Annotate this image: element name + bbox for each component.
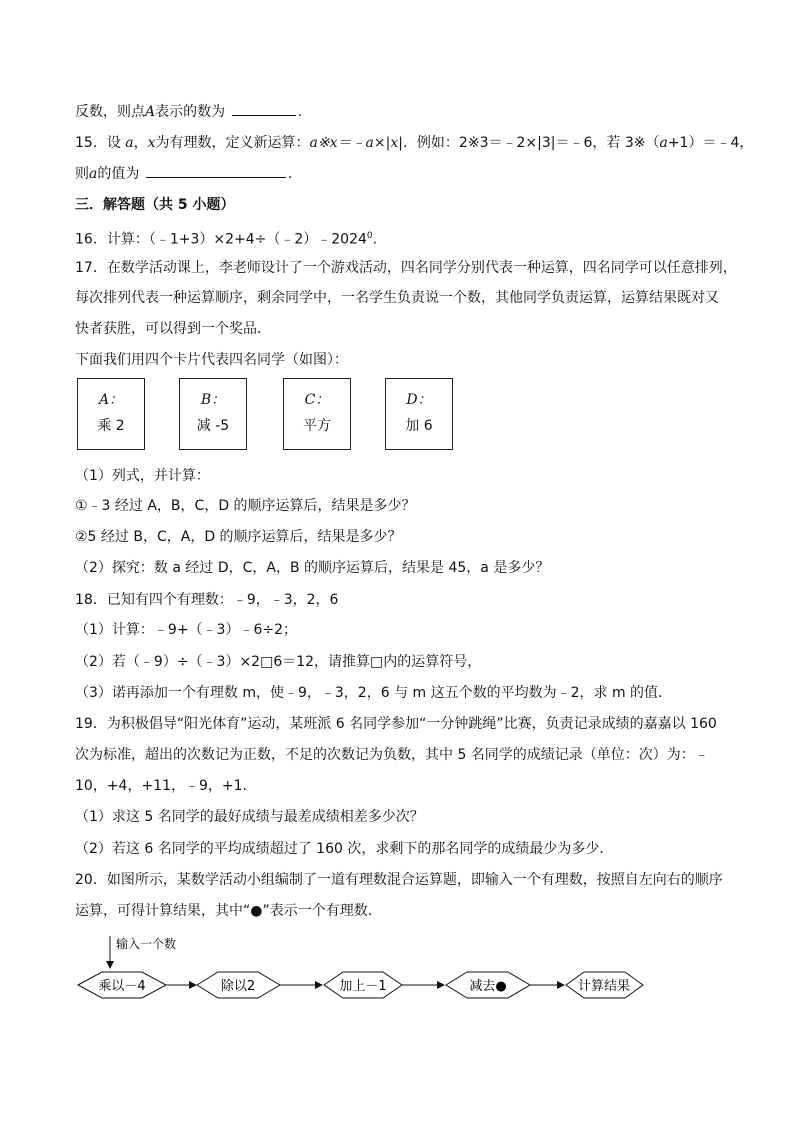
q19-part2: （2）若这 6 名同学的平均成绩超过了 160 次，求剩下的那名同学的成绩最少为多少．	[75, 841, 614, 857]
q15-def: 为有理数，定义新运算：	[155, 135, 310, 151]
q14-tail-line	[75, 101, 302, 122]
q19-line3: 10，+4，+11，﹣9，+1．	[75, 778, 257, 794]
q15-line2	[75, 163, 292, 184]
q15-num: 15．设	[75, 135, 121, 151]
q17-line3: 快者获胜，可以得到一个奖品．	[75, 321, 271, 337]
q18-part3: （3）诺再添加一个有理数 m，使﹣9，﹣3，2，6 与 m 这五个数的平均数为﹣2，求 m 的值．	[75, 685, 673, 701]
q15-var-a2: a	[659, 135, 668, 151]
card-a	[77, 378, 145, 450]
q17-part1: （1）列式，并计算：	[75, 468, 210, 484]
flow-step-1-label: 乘以－4	[98, 979, 146, 994]
card-b-label: B：	[200, 392, 226, 408]
q19-part1: （1）求这 5 名同学的最好成绩与最差成绩相差多少次？	[75, 809, 424, 825]
card-b	[179, 378, 247, 450]
q15-end: .	[287, 166, 293, 182]
q17-line2: 每次排列代表一种运算顺序，剩余同学中，一名学生负责说一个数，其他同学负责运算，运算结果既对又	[75, 290, 719, 306]
q15-then: 则	[75, 166, 89, 182]
q17-part1a: ①﹣3 经过 A，B，C，D 的顺序运算后，结果是多少？	[75, 498, 416, 514]
q15-line1	[75, 133, 753, 153]
q19-line1: 19．为积极倡导“阳光体育”运动，某班派 6 名同学参加“一分钟跳绳”比赛，负责记录成绩的嘉嘉以 160	[75, 716, 717, 732]
card-a-label: A：	[98, 392, 124, 408]
card-b-op: 减 -5	[196, 418, 230, 434]
card-c-op: 平方	[303, 418, 331, 434]
card-d-label: D：	[406, 392, 432, 408]
card-c	[283, 378, 351, 450]
q17-part2: （2）探究：数 a 经过 D，C，A，B 的顺序运算后，结果是 45，a 是多少？	[75, 560, 550, 576]
flow-input-label: 输入一个数	[116, 937, 177, 951]
q16-end: .	[372, 231, 378, 248]
q20-flowchart	[0, 930, 794, 1010]
card-d-op: 加 6	[405, 418, 433, 434]
q15-var-x: x	[147, 135, 156, 151]
q16-sup: 0	[366, 231, 373, 241]
section-3-heading: 三．解答题（共 5 小题）	[75, 197, 235, 213]
q15-example: ．例如：2※3＝﹣2×|3|＝﹣6，若 3※（	[402, 135, 660, 151]
q18-part2: （2）若（﹣9）÷（﹣3）×2□6＝12，请推算□内的运算符号，	[75, 654, 482, 670]
q15-comma: ，	[133, 135, 148, 151]
q14-var: A	[145, 104, 156, 120]
q14-text: 反数，则点	[75, 104, 145, 120]
q14-answer-blank[interactable]	[232, 101, 296, 116]
flow-result-label: 计算结果	[577, 979, 631, 994]
q15-cond: +1）＝﹣4，	[667, 135, 754, 151]
q20-line1: 20．如图所示，某数学活动小组编制了一道有理数混合运算题，即输入一个有理数，按照自左向右的顺序	[75, 872, 723, 888]
q14-text2: 表示的数为	[155, 104, 226, 120]
q15-answer-blank[interactable]	[146, 163, 286, 178]
q15-formula: a※x＝﹣a×|x|	[309, 135, 403, 151]
q17-part1b: ②5 经过 B，C，A，D 的顺序运算后，结果是多少？	[75, 529, 402, 545]
card-a-op: 乘 2	[97, 418, 125, 434]
q14-end: .	[297, 104, 303, 120]
q20-line2: 运算，可得计算结果，其中“●”表示一个有理数．	[75, 903, 382, 919]
q15-value-of: 的值为	[97, 166, 140, 182]
q15-var-a3: a	[89, 166, 98, 182]
q18-part1: （1）计算：﹣9+（﹣3）﹣6÷2；	[75, 622, 297, 638]
q16-text: 16．计算：（﹣1+3）×2+4÷（﹣2）﹣2024	[75, 231, 367, 248]
q17-line4: 下面我们用四个卡片代表四名同学（如图）：	[75, 352, 348, 368]
q15-var-a: a	[125, 135, 134, 151]
card-d	[385, 378, 453, 450]
flow-step-2-label: 除以2	[220, 979, 256, 994]
flow-step-4-label: 减去●	[469, 979, 507, 994]
q16-line	[75, 226, 377, 250]
q19-line2: 次为标准，超出的次数记为正数，不足的次数记为负数，其中 5 名同学的成绩记录（单位：次）为：﹣	[75, 747, 709, 763]
q17-line1: 17．在数学活动课上，李老师设计了一个游戏活动，四名同学分别代表一种运算，四名同学可以任意排列，	[75, 260, 737, 276]
card-c-label: C：	[304, 392, 330, 408]
flow-step-3-label: 加上－1	[339, 979, 387, 994]
q18-line1: 18．已知有四个有理数：﹣9，﹣3，2，6	[75, 592, 339, 608]
